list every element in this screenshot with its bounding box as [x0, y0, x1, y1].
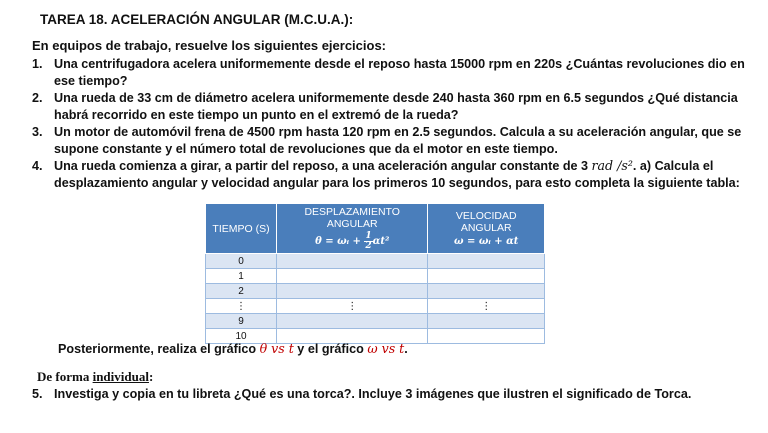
cell-time: 0	[206, 254, 277, 269]
cell-velocity[interactable]	[428, 269, 545, 284]
exercise-text: Un motor de automóvil frena de 4500 rpm hasta 120 rpm en 2.5 segundos. Calcula a su aceleración angular, que se supone constante y el número total de revoluciones que da el motor en este tiempo.	[54, 125, 742, 156]
cell-velocity[interactable]	[428, 314, 545, 329]
graph-theta-vs-t: θ vs t	[259, 341, 294, 356]
velocity-formula: ω = ωᵢ + αt	[453, 236, 519, 247]
exercise-number: 1.	[32, 57, 43, 71]
cell-displacement[interactable]	[277, 314, 428, 329]
cell-displacement: ⋮	[277, 299, 428, 314]
exercise-text: Una centrifugadora acelera uniformemente desde el reposo hasta 15000 rpm en 220s ¿Cuántas revoluciones dio en ese tiempo?	[54, 57, 745, 88]
cell-velocity[interactable]	[428, 329, 545, 344]
exercise-2	[32, 90, 748, 123]
table-row	[206, 284, 545, 299]
graph-omega-vs-t: ω vs t	[367, 341, 405, 356]
angular-motion-table	[205, 203, 545, 344]
exercise-text: Investiga y copia en tu libreta ¿Qué es una torca?. Incluye 3 imágenes que ilustren el significado de Torca.	[54, 387, 692, 401]
unit-rad-per-s2: rad /s²	[591, 158, 633, 173]
exercise-5	[32, 387, 691, 401]
table-row	[206, 314, 545, 329]
exercise-number: 2.	[32, 91, 43, 105]
exercise-text: Una rueda de 33 cm de diámetro acelera uniformemente desde 240 hasta 360 rpm en 6.5 segundos ¿Qué distancia habrá recorrido en este tiempo un punto en el extremó de la rueda?	[54, 91, 738, 122]
cell-velocity: ⋮	[428, 299, 545, 314]
individual-heading: De forma individual:	[37, 369, 154, 384]
table-row	[206, 269, 545, 284]
exercise-text-cont: . a) Calcula el desplazamiento angular y velocidad angular para los primeros 10 segundos, para esto completa la siguiente tabla:	[54, 159, 740, 190]
exercise-number: 4.	[32, 159, 43, 173]
displacement-formula: θ = ωᵢ + $\frac{1}{2}$ αt²	[315, 231, 390, 251]
cell-velocity[interactable]	[428, 284, 545, 299]
exercise-3	[32, 124, 748, 157]
table-row	[206, 254, 545, 269]
exercise-1	[32, 56, 748, 89]
cell-time: 2	[206, 284, 277, 299]
header-tiempo: TIEMPO (S)	[206, 204, 277, 254]
table-row	[206, 299, 545, 314]
exercise-number: 5.	[32, 387, 43, 401]
graph-instruction: Posteriormente, realiza el gráfico θ vs t y el gráfico ω vs t.	[58, 341, 408, 356]
cell-displacement[interactable]	[277, 254, 428, 269]
header-desplazamiento: DESPLAZAMIENTO ANGULAR θ = ωᵢ + $\frac{1}{2}$ αt²	[277, 204, 428, 254]
exercise-text: Una rueda comienza a girar, a partir del reposo, a una aceleración angular constante de 3	[54, 159, 592, 173]
exercise-4	[32, 158, 748, 191]
exercise-number: 3.	[32, 125, 43, 139]
table-header-row	[206, 204, 545, 254]
cell-displacement[interactable]	[277, 284, 428, 299]
cell-time: 10	[206, 329, 277, 344]
cell-time: ⋮	[206, 299, 277, 314]
cell-time: 1	[206, 269, 277, 284]
header-velocidad: VELOCIDAD ANGULAR ω = ωᵢ + αt	[428, 204, 545, 254]
page-title: TAREA 18. ACELERACIÓN ANGULAR (M.C.U.A.):	[40, 12, 354, 27]
cell-displacement[interactable]	[277, 269, 428, 284]
intro-text: En equipos de trabajo, resuelve los siguientes ejercicios:	[32, 38, 387, 53]
cell-velocity[interactable]	[428, 254, 545, 269]
cell-time: 9	[206, 314, 277, 329]
exercise-list	[32, 56, 748, 192]
